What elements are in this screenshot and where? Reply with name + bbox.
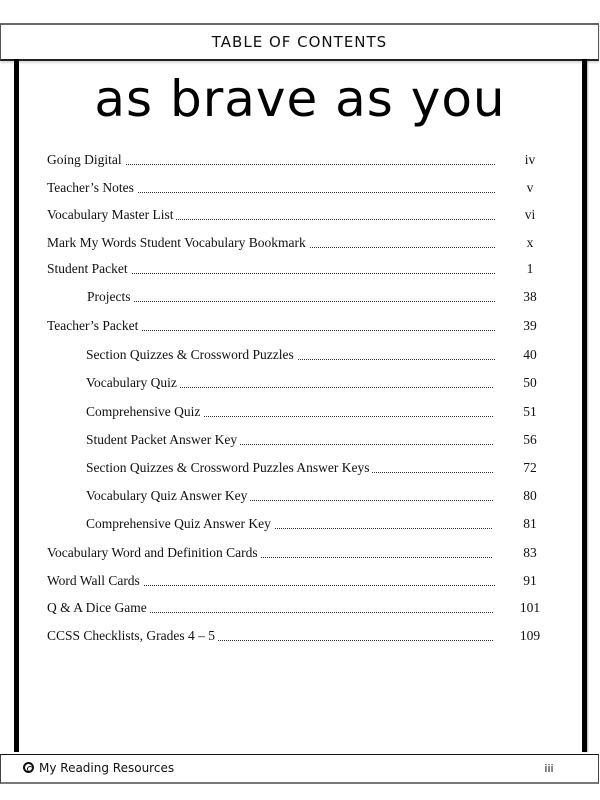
header-bar [0,23,599,61]
toc-entry-label: CCSS Checklists, Grades 4 – 5 [47,628,218,643]
toc-entry-label: Vocabulary Master List [47,207,176,222]
copyright-icon [23,762,34,773]
toc-entry-page: 72 [523,460,537,475]
toc-entry-label: Q & A Dice Game [47,600,150,615]
toc-entry-page: 91 [523,573,537,588]
toc-entry[interactable] [0,259,600,279]
toc-entry-label: Teacher’s Notes [47,180,137,195]
toc-entry-page: 39 [523,318,537,333]
toc-entry-page: 109 [519,628,541,643]
toc-entry[interactable] [0,373,600,393]
toc-entry[interactable] [0,178,600,198]
toc-entry[interactable] [0,571,600,591]
toc-entry-label: Projects [87,289,134,304]
toc-entry-page: x [526,235,534,250]
toc-entry[interactable] [0,287,600,307]
toc-entry-page: v [526,180,534,195]
toc-entry-page: vi [524,207,536,222]
toc-entry-label: Student Packet [47,261,131,276]
page-number: iii [544,762,554,775]
footer-copyright [23,755,174,782]
toc-entry-label: Comprehensive Quiz Answer Key [86,516,274,531]
toc-entry[interactable] [0,205,600,225]
toc-entry-label: Vocabulary Quiz [86,375,180,390]
toc-entry-label: Section Quizzes & Crossword Puzzles Answer Keys [86,460,372,475]
toc-entry-page: 40 [523,347,537,362]
toc-entry[interactable] [0,430,600,450]
toc-entry-label: Mark My Words Student Vocabulary Bookmark [47,235,309,250]
toc-entry[interactable] [0,514,600,534]
toc-entry-page: 1 [526,261,534,276]
toc-entry-label: Student Packet Answer Key [86,432,240,447]
toc-entry-label: Comprehensive Quiz [86,404,203,419]
toc-entry[interactable] [0,150,600,170]
toc-entry[interactable] [0,598,600,618]
toc-entry-page: 56 [523,432,537,447]
footer-bar [0,754,599,784]
toc-entry-page: iv [524,152,536,167]
toc-entry-label: Vocabulary Quiz Answer Key [86,488,250,503]
toc-entry[interactable] [0,543,600,563]
toc-entry[interactable] [0,626,600,646]
toc-entry[interactable] [0,458,600,478]
toc-entry[interactable] [0,486,600,506]
toc-entry-page: 80 [523,488,537,503]
toc-entry[interactable] [0,316,600,336]
publisher-name: My Reading Resources [39,761,175,775]
toc-entry-page: 101 [519,600,541,615]
toc-entry-page: 50 [523,375,537,390]
toc-entry-label: Word Wall Cards [47,573,143,588]
toc-entry-page: 51 [523,404,537,419]
toc-entry-page: 83 [523,545,537,560]
header-title: TABLE OF CONTENTS [211,33,388,51]
toc-entry-label: Going Digital [47,152,125,167]
toc-entry-page: 38 [523,289,537,304]
toc-entry[interactable] [0,402,600,422]
toc-entry-label: Section Quizzes & Crossword Puzzles [86,347,297,362]
toc-entry[interactable] [0,345,600,365]
toc-entry[interactable] [0,233,600,253]
toc-entry-page: 81 [523,516,537,531]
toc-entry-label: Vocabulary Word and Definition Cards [47,545,261,560]
book-title: as brave as you [94,70,506,128]
toc-entry-label: Teacher’s Packet [47,318,141,333]
